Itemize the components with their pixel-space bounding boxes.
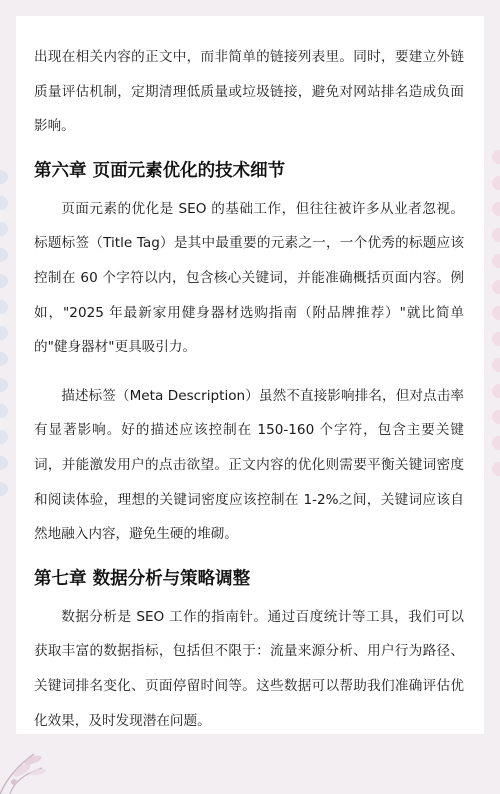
decorative-right-dots	[486, 150, 500, 490]
paragraph: 出现在相关内容的正文中，而非简单的链接列表里。同时，要建立外链质量评估机制，定期清理低质量或垃圾链接，避免对网站排名造成负面影响。	[34, 49, 464, 135]
chapter-heading: 第七章 数据分析与策略调整	[34, 568, 251, 589]
decorative-left-dots	[0, 170, 14, 500]
paragraph: 数据分析是 SEO 工作的指南针。通过百度统计等工具，我们可以获取丰富的数据指标，包括但不限于：流量来源分析、用户行为路径、关键词排名变化、页面停留时间等。这些数据可以帮助我们准确评估优化效果，及时发现潜在问题。	[34, 608, 464, 729]
chapter-heading: 第六章 页面元素优化的技术细节	[34, 160, 286, 181]
paragraph: 页面元素的优化是 SEO 的基础工作，但往往被许多从业者忽视。标题标签（Title Tag）是其中最重要的元素之一，一个优秀的标题应该控制在 60 个字符以内，包含核心关键词，并能准确概括页面内容。例如，"2025 年最新家用健身器材选购指南（附品牌推荐）"就比简单的"健身器材"更具吸引力。	[34, 200, 464, 356]
paragraph: 描述标签（Meta Description）虽然不直接影响排名，但对点击率有显著影响。好的描述应该控制在 150-160 个字符，包含主要关键词，并能激发用户的点击欲望。正文内容的优化则需要平衡关键词密度和阅读体验，理想的关键词密度应该控制在 1-2%之间，关键词应该自然地融入内容，避免生硬的堆砌。	[34, 387, 464, 543]
document-page	[16, 16, 484, 734]
